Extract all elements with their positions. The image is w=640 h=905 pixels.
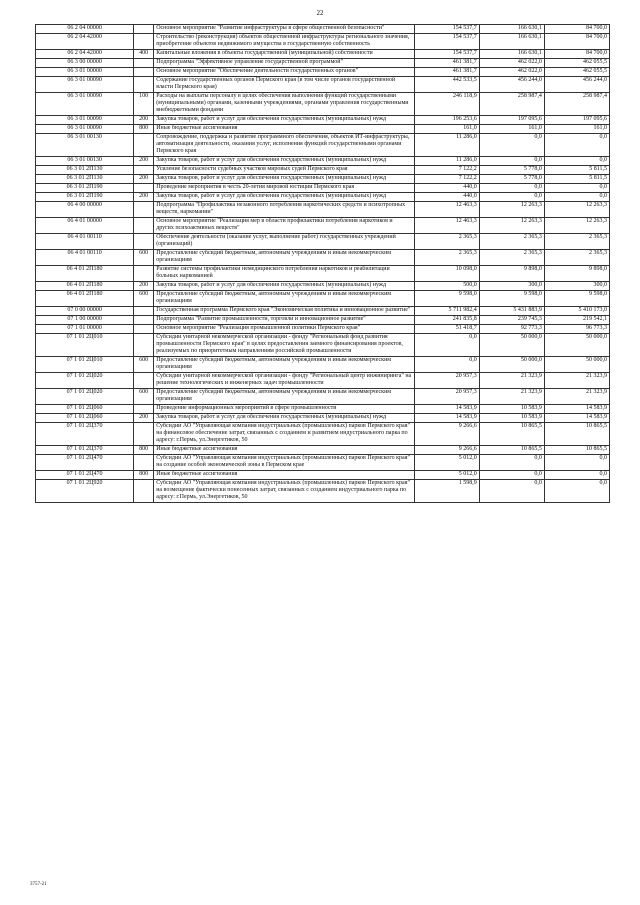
budget-table-body <box>36 25 610 503</box>
cell-amount-year-1: 51 418,7 <box>414 325 479 334</box>
cell-amount-year-1: 11 286,0 <box>414 134 479 157</box>
cell-amount-year-3: 0,0 <box>544 471 609 480</box>
cell-amount-year-1: 440,0 <box>414 184 479 193</box>
cell-amount-year-1: 14 583,9 <box>414 405 479 414</box>
cell-item-name: Строительство (реконструкция) объектов общественной инфраструктуры регионального значения, приобретение объектов недвижимого имущества в государственную собственность <box>154 34 414 50</box>
cell-expense-type <box>134 234 154 250</box>
table-row <box>36 125 610 134</box>
cell-amount-year-1: 500,0 <box>414 282 479 291</box>
cell-expense-type <box>134 325 154 334</box>
document-code: 3757-21 <box>30 882 47 887</box>
cell-amount-year-2: 50 000,0 <box>479 357 544 373</box>
cell-amount-year-1: 9 598,0 <box>414 291 479 307</box>
cell-target-code: 07 1 01 2Ц060 <box>36 405 134 414</box>
cell-amount-year-2: 12 263,3 <box>479 202 544 218</box>
cell-amount-year-1: 5 012,0 <box>414 471 479 480</box>
cell-expense-type: 400 <box>134 50 154 59</box>
cell-item-name: Усиление безопасности судебных участков мировых судей Пермского края <box>154 166 414 175</box>
cell-amount-year-1: 9 266,6 <box>414 423 479 446</box>
cell-amount-year-3: 161,0 <box>544 125 609 134</box>
cell-amount-year-1: 0,0 <box>414 334 479 357</box>
cell-amount-year-1: 196 253,6 <box>414 116 479 125</box>
table-row <box>36 357 610 373</box>
cell-amount-year-3: 21 323,9 <box>544 389 609 405</box>
table-row <box>36 480 610 503</box>
cell-target-code: 06 4 01 00110 <box>36 234 134 250</box>
cell-expense-type <box>134 423 154 446</box>
page-number: 22 <box>316 9 324 17</box>
cell-item-name: Капитальные вложения в объекты государственной (муниципальной) собственности <box>154 50 414 59</box>
cell-expense-type <box>134 480 154 503</box>
cell-expense-type: 800 <box>134 446 154 455</box>
cell-amount-year-2: 161,0 <box>479 125 544 134</box>
cell-amount-year-3: 0,0 <box>544 193 609 202</box>
cell-amount-year-3: 50 000,0 <box>544 334 609 357</box>
cell-item-name: Субсидии АО "Управляющая компания индустриальных (промышленных) парков Пермского края" на создание особой экономической зоны в Пермском крае <box>154 455 414 471</box>
cell-amount-year-1: 12 463,3 <box>414 218 479 234</box>
cell-item-name: Расходы на выплаты персоналу в целях обеспечения выполнения функций государственными (муниципальными) органами, казенными учреждениями, органами управления государственными внебюджетными фондами <box>154 93 414 116</box>
cell-amount-year-1: 5 711 982,4 <box>414 307 479 316</box>
cell-target-code: 07 1 01 2Ц010 <box>36 357 134 373</box>
table-row <box>36 334 610 357</box>
cell-amount-year-3: 21 323,9 <box>544 373 609 389</box>
cell-target-code: 06 3 01 00130 <box>36 134 134 157</box>
cell-expense-type <box>134 202 154 218</box>
cell-target-code: 06 3 01 2П130 <box>36 175 134 184</box>
cell-amount-year-3: 14 583,9 <box>544 405 609 414</box>
cell-target-code: 06 4 01 00000 <box>36 218 134 234</box>
cell-expense-type <box>134 334 154 357</box>
cell-amount-year-3: 300,0 <box>544 282 609 291</box>
cell-amount-year-1: 10 098,0 <box>414 266 479 282</box>
cell-amount-year-2: 166 630,1 <box>479 50 544 59</box>
cell-target-code: 06 3 01 2П190 <box>36 184 134 193</box>
table-row <box>36 25 610 34</box>
table-row <box>36 166 610 175</box>
cell-amount-year-1: 14 583,9 <box>414 414 479 423</box>
cell-target-code: 06 4 01 2П180 <box>36 282 134 291</box>
table-row <box>36 202 610 218</box>
table-row <box>36 184 610 193</box>
table-row <box>36 68 610 77</box>
table-row <box>36 307 610 316</box>
cell-target-code: 07 1 01 00000 <box>36 325 134 334</box>
cell-expense-type <box>134 34 154 50</box>
cell-item-name: Субсидии АО "Управляющая компания индустриальных (промышленных) парков Пермского края" на возмещение фактически понесенных затрат, связанных с созданием индустриального парка по адресу: г.Пермь, ул.Энергетиков, 50 <box>154 480 414 503</box>
cell-expense-type <box>134 218 154 234</box>
cell-amount-year-3: 0,0 <box>544 134 609 157</box>
cell-item-name: Сопровождение, поддержка и развитие программного обеспечения, объектов ИТ-инфраструктуры, автоматизация деятельности, оказания услуг, исполнения функций государственными органами Пермского края <box>154 134 414 157</box>
cell-target-code: 07 1 01 2Ц920 <box>36 480 134 503</box>
cell-amount-year-1: 0,0 <box>414 357 479 373</box>
table-row <box>36 93 610 116</box>
cell-item-name: Предоставление субсидий бюджетным, автономным учреждениям и иным некоммерческим организациям <box>154 291 414 307</box>
cell-amount-year-2: 300,0 <box>479 282 544 291</box>
cell-expense-type: 800 <box>134 125 154 134</box>
cell-amount-year-3: 0,0 <box>544 455 609 471</box>
cell-amount-year-2: 166 630,1 <box>479 34 544 50</box>
budget-table <box>35 24 610 503</box>
cell-amount-year-1: 9 266,6 <box>414 446 479 455</box>
cell-amount-year-3: 5 811,5 <box>544 166 609 175</box>
cell-amount-year-1: 241 835,8 <box>414 316 479 325</box>
cell-item-name: Иные бюджетные ассигнования <box>154 125 414 134</box>
cell-expense-type: 600 <box>134 291 154 307</box>
cell-item-name: Подпрограмма "Профилактика незаконного потребления наркотических средств и психотропных веществ, наркомании" <box>154 202 414 218</box>
cell-expense-type: 100 <box>134 93 154 116</box>
cell-item-name: Субсидии АО "Управляющая компания индустриальных (промышленных) парков Пермского края" на финансовое обеспечение затрат, связанных с созданием и развитием индустриального парка по адресу: г.Пермь, ул.Энергетиков, 50 <box>154 423 414 446</box>
table-row <box>36 405 610 414</box>
table-row <box>36 316 610 325</box>
cell-item-name: Закупка товаров, работ и услуг для обеспечения государственных (муниципальных) нужд <box>154 157 414 166</box>
cell-item-name: Развитие системы профилактики немедицинского потребления наркотиков и реабилитации больных наркоманией <box>154 266 414 282</box>
cell-expense-type <box>134 166 154 175</box>
cell-target-code: 07 1 01 2Ц010 <box>36 334 134 357</box>
cell-item-name: Закупка товаров, работ и услуг для обеспечения государственных (муниципальных) нужд <box>154 116 414 125</box>
cell-amount-year-1: 440,0 <box>414 193 479 202</box>
cell-target-code: 06 3 01 2П190 <box>36 193 134 202</box>
table-row <box>36 157 610 166</box>
cell-target-code: 06 3 01 00130 <box>36 157 134 166</box>
cell-item-name: Закупка товаров, работ и услуг для обеспечения государственных (муниципальных) нужд <box>154 282 414 291</box>
cell-item-name: Основное мероприятие "Реализация мер в области профилактики потребления наркотиков и других психоактивных веществ" <box>154 218 414 234</box>
cell-item-name: Проведение информационных мероприятий в сфере промышленности <box>154 405 414 414</box>
cell-item-name: Основное мероприятие "Обеспечение деятельности государственных органов" <box>154 68 414 77</box>
cell-expense-type <box>134 77 154 93</box>
cell-amount-year-2: 0,0 <box>479 193 544 202</box>
cell-amount-year-2: 456 244,0 <box>479 77 544 93</box>
table-row <box>36 446 610 455</box>
table-row <box>36 50 610 59</box>
cell-target-code: 07 1 01 2Ц020 <box>36 389 134 405</box>
cell-amount-year-3: 84 700,0 <box>544 25 609 34</box>
cell-item-name: Проведение мероприятия в честь 20-летия мировой юстиции Пермского края <box>154 184 414 193</box>
cell-target-code: 06 2 04 00000 <box>36 25 134 34</box>
table-row <box>36 455 610 471</box>
cell-amount-year-2: 0,0 <box>479 184 544 193</box>
cell-item-name: Предоставление субсидий бюджетным, автономным учреждениям и иным некоммерческим организациям <box>154 389 414 405</box>
cell-amount-year-2: 0,0 <box>479 480 544 503</box>
cell-amount-year-1: 12 463,3 <box>414 202 479 218</box>
cell-amount-year-2: 258 987,4 <box>479 93 544 116</box>
cell-target-code: 07 1 01 2Ц370 <box>36 423 134 446</box>
cell-amount-year-2: 10 865,5 <box>479 446 544 455</box>
cell-amount-year-1: 442 533,5 <box>414 77 479 93</box>
cell-amount-year-3: 10 865,5 <box>544 423 609 446</box>
cell-expense-type: 600 <box>134 357 154 373</box>
cell-expense-type <box>134 25 154 34</box>
cell-amount-year-1: 2 365,3 <box>414 250 479 266</box>
cell-amount-year-2: 2 365,3 <box>479 250 544 266</box>
cell-expense-type: 200 <box>134 157 154 166</box>
cell-amount-year-1: 20 957,3 <box>414 373 479 389</box>
cell-target-code: 06 2 04 42000 <box>36 34 134 50</box>
cell-amount-year-2: 12 263,3 <box>479 218 544 234</box>
cell-amount-year-1: 11 286,0 <box>414 157 479 166</box>
cell-amount-year-1: 461 381,7 <box>414 68 479 77</box>
cell-item-name: Государственная программа Пермского края "Экономическая политика и инновационное развитие" <box>154 307 414 316</box>
cell-amount-year-3: 5 811,5 <box>544 175 609 184</box>
cell-target-code: 06 3 01 00090 <box>36 77 134 93</box>
cell-amount-year-3: 50 000,0 <box>544 357 609 373</box>
cell-amount-year-3: 5 410 173,0 <box>544 307 609 316</box>
table-row <box>36 116 610 125</box>
cell-item-name: Содержание государственных органов Пермского края (в том числе органов государственной власти Пермского края) <box>154 77 414 93</box>
cell-amount-year-3: 0,0 <box>544 480 609 503</box>
table-row <box>36 325 610 334</box>
cell-amount-year-2: 462 022,0 <box>479 59 544 68</box>
cell-expense-type: 600 <box>134 250 154 266</box>
table-row <box>36 291 610 307</box>
cell-expense-type <box>134 316 154 325</box>
table-row <box>36 175 610 184</box>
cell-target-code: 07 1 01 2Ц020 <box>36 373 134 389</box>
cell-amount-year-2: 5 778,0 <box>479 166 544 175</box>
cell-target-code: 07 1 01 2Ц470 <box>36 471 134 480</box>
cell-amount-year-2: 10 583,9 <box>479 405 544 414</box>
cell-expense-type <box>134 405 154 414</box>
cell-amount-year-2: 0,0 <box>479 455 544 471</box>
cell-amount-year-2: 462 022,0 <box>479 68 544 77</box>
cell-expense-type <box>134 307 154 316</box>
cell-amount-year-2: 21 323,9 <box>479 389 544 405</box>
cell-item-name: Закупка товаров, работ и услуг для обеспечения государственных (муниципальных) нужд <box>154 193 414 202</box>
cell-item-name: Субсидии унитарной некоммерческой организации - фонду "Региональный фонд развития промышленности Пермского края" в целях предоставления заемного финансирования проектов, реализуемых по приоритетным направлениям российской промышленности <box>154 334 414 357</box>
cell-expense-type <box>134 373 154 389</box>
cell-amount-year-1: 2 365,3 <box>414 234 479 250</box>
cell-target-code: 07 0 00 00000 <box>36 307 134 316</box>
cell-amount-year-2: 239 745,3 <box>479 316 544 325</box>
cell-amount-year-2: 2 365,3 <box>479 234 544 250</box>
cell-item-name: Подпрограмма "Эффективное управление государственной программой" <box>154 59 414 68</box>
cell-expense-type: 200 <box>134 116 154 125</box>
table-row <box>36 389 610 405</box>
cell-amount-year-3: 219 542,1 <box>544 316 609 325</box>
cell-target-code: 06 4 00 00000 <box>36 202 134 218</box>
cell-item-name: Закупка товаров, работ и услуг для обеспечения государственных (муниципальных) нужд <box>154 414 414 423</box>
cell-target-code: 06 3 01 00090 <box>36 93 134 116</box>
cell-amount-year-1: 246 118,9 <box>414 93 479 116</box>
table-row <box>36 266 610 282</box>
cell-target-code: 07 1 01 2Ц060 <box>36 414 134 423</box>
table-row <box>36 234 610 250</box>
cell-amount-year-3: 9 898,0 <box>544 266 609 282</box>
cell-amount-year-2: 5 778,0 <box>479 175 544 184</box>
cell-item-name: Предоставление субсидий бюджетным, автономным учреждениям и иным некоммерческим организациям <box>154 357 414 373</box>
cell-target-code: 06 3 01 2П130 <box>36 166 134 175</box>
cell-amount-year-1: 154 537,7 <box>414 50 479 59</box>
cell-amount-year-3: 84 700,0 <box>544 50 609 59</box>
cell-expense-type <box>134 134 154 157</box>
cell-amount-year-2: 197 095,6 <box>479 116 544 125</box>
cell-item-name: Закупка товаров, работ и услуг для обеспечения государственных (муниципальных) нужд <box>154 175 414 184</box>
cell-target-code: 06 4 01 2П180 <box>36 266 134 282</box>
cell-amount-year-2: 5 431 883,9 <box>479 307 544 316</box>
cell-amount-year-3: 462 055,5 <box>544 59 609 68</box>
cell-amount-year-2: 10 583,9 <box>479 414 544 423</box>
cell-item-name: Субсидии унитарной некоммерческой организации - фонду "Региональный центр инжиниринга" на решение технологических и инженерных задач промышленности <box>154 373 414 389</box>
cell-amount-year-2: 9 898,0 <box>479 266 544 282</box>
cell-amount-year-1: 20 957,3 <box>414 389 479 405</box>
cell-target-code: 06 3 00 00000 <box>36 59 134 68</box>
cell-expense-type <box>134 455 154 471</box>
cell-target-code: 06 3 01 00090 <box>36 116 134 125</box>
cell-amount-year-2: 10 865,5 <box>479 423 544 446</box>
cell-item-name: Предоставление субсидий бюджетным, автономным учреждениям и иным некоммерческим организациям <box>154 250 414 266</box>
cell-amount-year-3: 14 583,9 <box>544 414 609 423</box>
cell-expense-type: 800 <box>134 471 154 480</box>
table-row <box>36 282 610 291</box>
table-row <box>36 423 610 446</box>
cell-amount-year-3: 197 095,6 <box>544 116 609 125</box>
cell-amount-year-3: 456 244,0 <box>544 77 609 93</box>
cell-amount-year-2: 166 630,1 <box>479 25 544 34</box>
cell-amount-year-3: 0,0 <box>544 184 609 193</box>
cell-amount-year-3: 462 055,5 <box>544 68 609 77</box>
cell-expense-type: 200 <box>134 175 154 184</box>
table-row <box>36 59 610 68</box>
cell-amount-year-3: 10 865,5 <box>544 446 609 455</box>
cell-item-name: Подпрограмма "Развитие промышленности, торговли и инновационное развитие" <box>154 316 414 325</box>
cell-amount-year-2: 92 773,3 <box>479 325 544 334</box>
cell-target-code: 06 3 01 00000 <box>36 68 134 77</box>
cell-expense-type <box>134 59 154 68</box>
cell-amount-year-3: 12 263,3 <box>544 202 609 218</box>
cell-amount-year-3: 96 773,3 <box>544 325 609 334</box>
cell-amount-year-3: 9 598,0 <box>544 291 609 307</box>
cell-target-code: 07 1 00 00000 <box>36 316 134 325</box>
table-row <box>36 134 610 157</box>
cell-amount-year-2: 0,0 <box>479 157 544 166</box>
cell-expense-type: 200 <box>134 282 154 291</box>
cell-amount-year-2: 50 000,0 <box>479 334 544 357</box>
cell-amount-year-3: 258 987,4 <box>544 93 609 116</box>
cell-item-name: Основное мероприятие "Реализация промышленной политики Пермского края" <box>154 325 414 334</box>
cell-amount-year-2: 21 323,9 <box>479 373 544 389</box>
table-row <box>36 34 610 50</box>
cell-target-code: 06 4 01 00110 <box>36 250 134 266</box>
cell-target-code: 06 2 04 42000 <box>36 50 134 59</box>
cell-expense-type <box>134 184 154 193</box>
cell-amount-year-3: 12 263,3 <box>544 218 609 234</box>
cell-amount-year-3: 0,0 <box>544 157 609 166</box>
cell-item-name: Обеспечение деятельности (оказание услуг, выполнение работ) государственных учреждений (организаций) <box>154 234 414 250</box>
table-row <box>36 414 610 423</box>
cell-amount-year-2: 0,0 <box>479 471 544 480</box>
table-row <box>36 471 610 480</box>
cell-target-code: 07 1 01 2Ц470 <box>36 455 134 471</box>
table-row <box>36 250 610 266</box>
cell-amount-year-2: 9 598,0 <box>479 291 544 307</box>
cell-amount-year-1: 154 537,7 <box>414 25 479 34</box>
table-row <box>36 77 610 93</box>
cell-expense-type <box>134 68 154 77</box>
cell-amount-year-1: 7 122,2 <box>414 175 479 184</box>
cell-amount-year-1: 161,0 <box>414 125 479 134</box>
cell-amount-year-1: 1 598,9 <box>414 480 479 503</box>
cell-expense-type <box>134 266 154 282</box>
table-row <box>36 218 610 234</box>
cell-item-name: Основное мероприятие "Развитие инфраструктуры в сфере общественной безопасности" <box>154 25 414 34</box>
cell-item-name: Иные бюджетные ассигнования <box>154 446 414 455</box>
cell-target-code: 07 1 01 2Ц370 <box>36 446 134 455</box>
cell-item-name: Иные бюджетные ассигнования <box>154 471 414 480</box>
cell-amount-year-1: 154 537,7 <box>414 34 479 50</box>
cell-target-code: 06 3 01 00090 <box>36 125 134 134</box>
cell-amount-year-3: 2 365,3 <box>544 234 609 250</box>
cell-expense-type: 200 <box>134 193 154 202</box>
table-row <box>36 193 610 202</box>
cell-amount-year-3: 2 365,3 <box>544 250 609 266</box>
cell-amount-year-1: 461 381,7 <box>414 59 479 68</box>
cell-expense-type: 600 <box>134 389 154 405</box>
cell-amount-year-3: 84 700,0 <box>544 34 609 50</box>
cell-amount-year-1: 5 012,0 <box>414 455 479 471</box>
cell-expense-type: 200 <box>134 414 154 423</box>
table-row <box>36 373 610 389</box>
cell-target-code: 06 4 01 2П180 <box>36 291 134 307</box>
cell-amount-year-1: 7 122,2 <box>414 166 479 175</box>
cell-amount-year-2: 0,0 <box>479 134 544 157</box>
